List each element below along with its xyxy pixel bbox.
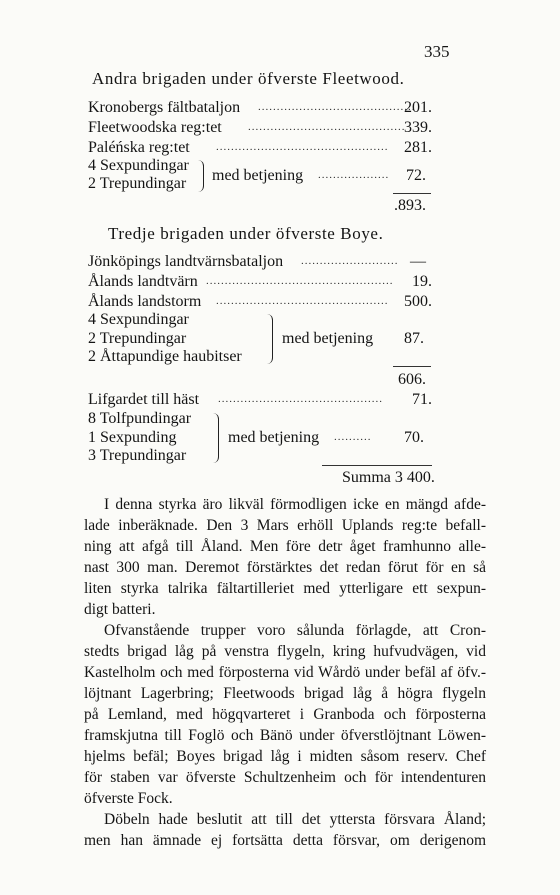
row-value: 201.: [404, 99, 432, 116]
brace: [198, 160, 204, 192]
text-line: lade inberäknade. Den 3 Mars erhöll Uplands reg:te befall-: [84, 517, 486, 534]
group-line: 2 Trepundingar: [88, 175, 187, 192]
sum-rule: [322, 465, 432, 466]
group-label: med betjening: [282, 330, 374, 347]
group-line: 4 Sexpundingar: [88, 311, 189, 328]
brace: [266, 314, 273, 364]
row-value: 500.: [404, 293, 432, 310]
text-line: Ofvanstående trupper voro sålunda förlagde, att Cron-: [104, 622, 486, 639]
text-line: nast 300 man. Deremot förstärktes det redan förut för en så: [84, 559, 486, 576]
text-line: öfverste Fock.: [84, 790, 173, 807]
row-label: Ålands landtvärn: [88, 273, 198, 290]
sum-rule: [393, 193, 431, 194]
table-row: [88, 252, 432, 271]
group-value: 87.: [404, 330, 424, 347]
group-line: 4 Sexpundingar: [88, 157, 189, 174]
text-line: stedts brigad låg på venstra flygeln, kring hufvudvägen, vid: [84, 643, 486, 660]
text-line: ning att afgå till Åland. Men före detr åget framhunno alle-: [84, 538, 486, 555]
dot-leader: ..........................: [301, 255, 399, 267]
table-row: [88, 118, 432, 137]
paragraph: [84, 809, 486, 851]
paragraph: [84, 620, 486, 809]
row-label: Ålands landstorm: [88, 293, 202, 310]
dot-leader: ..........................................: [248, 121, 406, 133]
group-line: 1 Sexpunding: [88, 429, 177, 446]
text-line: löjtnant Lagerbring; Fleetwoods brigad låg å högra flygeln: [84, 685, 486, 702]
row-value: 281.: [404, 139, 432, 156]
sum-rule: [393, 366, 431, 367]
text-line: Kastelholm och med förposterna vid Wårdö under befäl af öfv.-: [84, 664, 486, 681]
row-label: Lifgardet till häst: [88, 391, 200, 408]
section-heading-tredje-brigaden: Tredje brigaden under öfverste Boye.: [108, 224, 384, 243]
brace: [212, 413, 219, 463]
dot-leader: ..............................................: [216, 295, 389, 307]
dot-leader: ..............................................: [216, 141, 389, 153]
page-number: 335: [424, 42, 450, 61]
group-value: 70.: [404, 429, 424, 446]
text-line: hjelms befäl; Boyes brigad låg i midten såsom reserv. Chef: [84, 748, 486, 765]
group-line: 2 Trepundingar: [88, 330, 187, 347]
text-line: framskjutna till Foglö och Bänö under öfverstlöjtnant Löwen-: [84, 727, 486, 744]
paragraph: [84, 494, 486, 620]
row-label: Jönköpings landtvärnsbataljon: [88, 253, 284, 270]
group-line: 3 Trepundingar: [88, 447, 187, 464]
table-row: [88, 272, 432, 291]
table-row: [88, 292, 432, 311]
group-line: 2 Åttapundige haubitser: [88, 348, 242, 365]
dot-leader: ..........................................: [258, 101, 416, 113]
dot-leader: ..........: [334, 431, 372, 443]
dot-leader: ...................: [318, 169, 390, 181]
row-value: 19.: [412, 273, 432, 290]
text-line: I denna styrka äro likväl förmodligen icke en mängd afde-: [104, 496, 486, 513]
text-line: för staben var öfverste Schultzenheim och för intendenturen: [84, 769, 486, 786]
text-line: men han ämnade ej fortsätta detta försvar, om derigenom: [84, 832, 486, 849]
section-heading-andra-brigaden: Andra brigaden under öfverste Fleetwood.: [92, 69, 405, 88]
grand-total: Summa 3 400.: [342, 469, 435, 486]
row-value: 339.: [404, 119, 432, 136]
text-line: liten styrka talrika fältartilleriet med ytterligare ett sexpun-: [84, 580, 486, 597]
section-subtotal: 606.: [398, 371, 426, 388]
dot-leader: ............................................: [218, 393, 383, 405]
text-line: på Lemland, med högqvarteret i Granboda och förposterna: [84, 706, 486, 723]
row-label: Fleetwoodska reg:tet: [88, 119, 222, 136]
row-label: Paléńska reg:tet: [88, 139, 190, 156]
text-line: Döbeln hade beslutit att till det yttersta försvara Åland;: [104, 811, 486, 828]
row-value: 71.: [412, 391, 432, 408]
table-row: [88, 390, 432, 409]
text-line: digt batteri.: [84, 601, 156, 618]
group-label: med betjening: [228, 429, 320, 446]
section-total: .893.: [394, 197, 426, 214]
group-line: 8 Tolfpundingar: [88, 410, 192, 427]
row-value: —: [410, 253, 426, 270]
group-label: med betjening: [212, 167, 304, 184]
table-row: [88, 138, 432, 157]
dot-leader: ..................................................: [206, 275, 394, 287]
group-value: 72.: [406, 167, 426, 184]
table-row: [88, 98, 432, 117]
row-label: Kronobergs fältbataljon: [88, 99, 241, 116]
